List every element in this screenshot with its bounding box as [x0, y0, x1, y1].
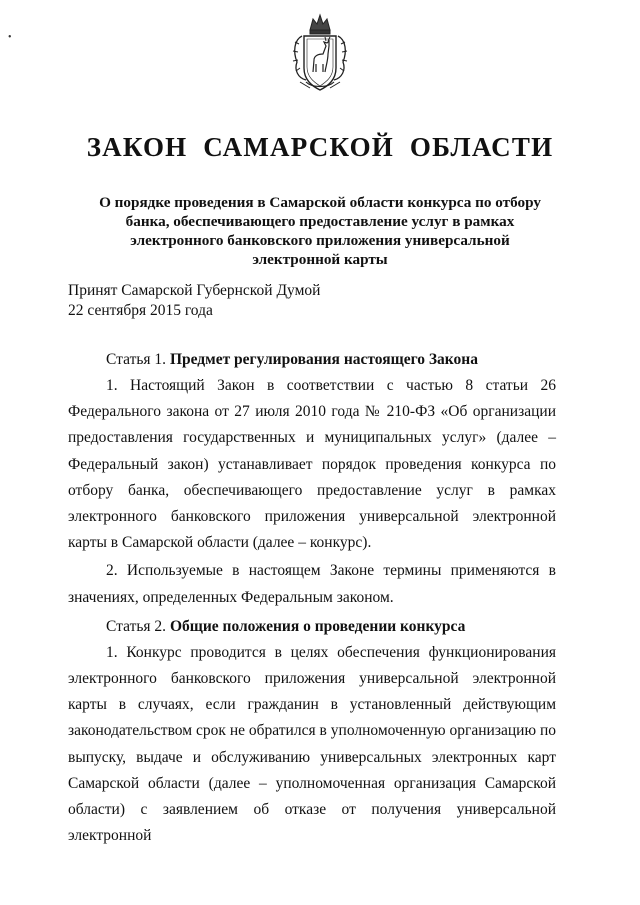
article-2-prefix: Статья 2. [106, 617, 170, 635]
document-subtitle: О порядке проведения в Самарской области конкурса по отбору банка, обеспечивающего предоставление услуг в рамках электронного банковского приложения универсальной электронной карты [99, 194, 541, 268]
samara-coat-of-arms-icon [288, 10, 352, 98]
adopted-date: 22 сентября 2015 года [68, 302, 213, 319]
document-title: ЗАКОН САМАРСКОЙ ОБЛАСТИ [86, 132, 554, 162]
article-1-paragraph-2: 2. Используемые в настоящем Законе термины применяются в значениях, определенных Федеральным законом. [68, 562, 556, 606]
scan-mark: • [8, 32, 12, 43]
adopted-by: Принят Самарской Губернской Думой [68, 282, 321, 299]
article-1-prefix: Статья 1. [106, 351, 170, 368]
article-2-title: Общие положения о проведении конкурса [169, 617, 466, 635]
article-2-heading [68, 613, 556, 640]
article-1-heading [68, 346, 556, 373]
article-2-paragraph-1: 1. Конкурс проводится в целях обеспечения функционирования электронного банковского приложения универсальной электронной карты в случаях, если гражданин в установленный действующим законодательством срок не обратился в уполномоченную организацию по выпуску, выдаче и обслуживанию универсальных электронных карт Самарской области (далее – уполномоченная организация Самарской области) с заявлением об отказе от получения универсальной электронной [68, 643, 556, 845]
article-1-paragraph-1: 1. Настоящий Закон в соответствии с частью 8 статьи 26 Федерального закона от 27 июля 2010 года № 210-ФЗ «Об организации предоставления государственных и муниципальных услуг» (далее – Федеральный закон) устанавливает порядок проведения конкурса по отбору банка, обеспечивающего предоставление услуг в рамках электронного банковского приложения универсальной электронной карты в Самарской области (далее – конкурс). [68, 377, 556, 552]
article-1-title: Предмет регулирования настоящего Закона [169, 351, 478, 368]
adoption-info [68, 281, 320, 321]
law-body [68, 346, 556, 851]
